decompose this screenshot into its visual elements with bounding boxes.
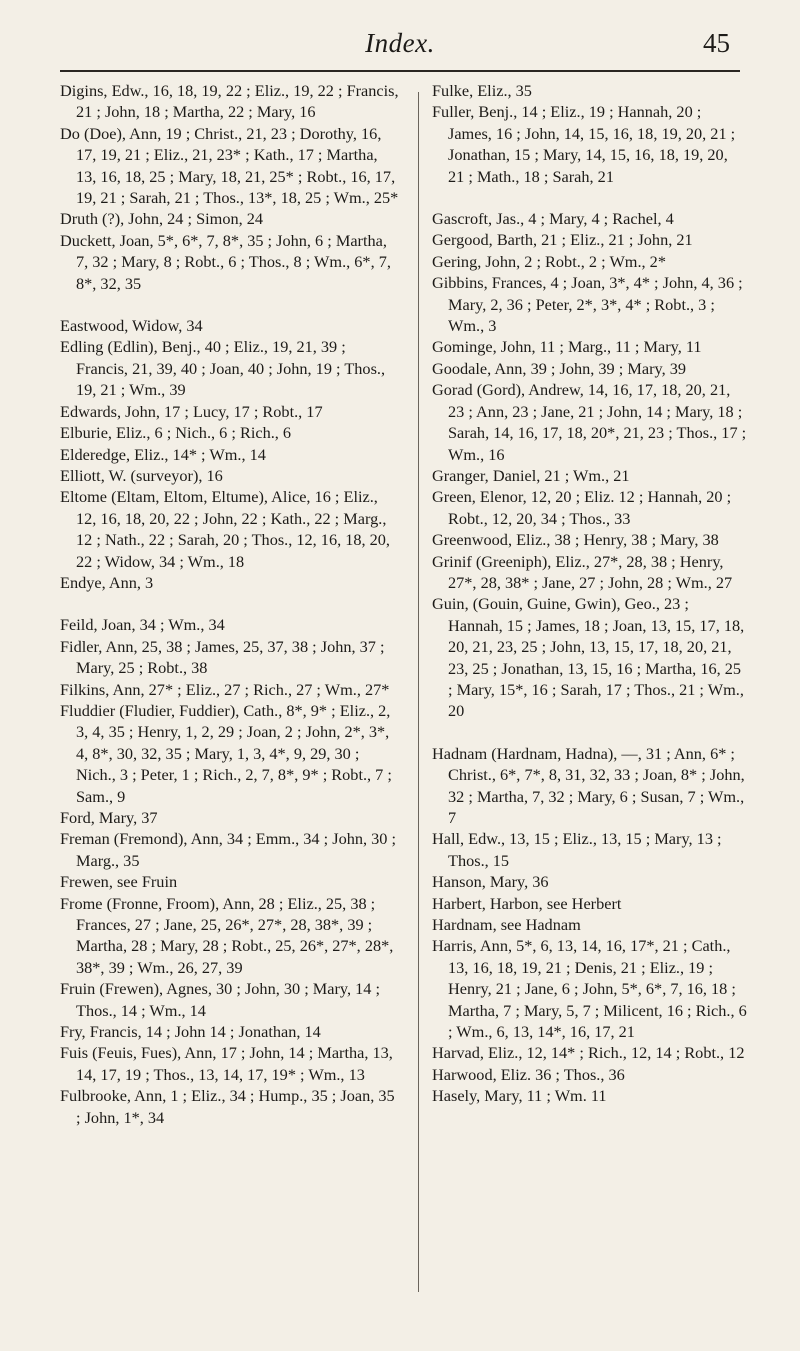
index-entry: Frewen, see Fruin — [60, 872, 178, 892]
index-entry: Gibbins, Frances, 4 ; Joan, 3*, 4* ; John, 4, 36 ; Mary, 2, 36 ; Peter, 2*, 3*, 4* ; Robt., 3 ; Wm., 3 — [432, 273, 743, 336]
index-entry: Elburie, Eliz., 6 ; Nich., 6 ; Rich., 6 — [60, 423, 292, 443]
index-entry: Fuller, Benj., 14 ; Eliz., 19 ; Hannah, 20 ; James, 16 ; John, 14, 15, 16, 18, 19, 20, 21 ; Jonathan, 15 ; Mary, 14, 15, 16, 18, 19, 20, 21 ; Math., 18 ; Sarah, 21 — [432, 102, 736, 186]
index-entry: Goodale, Ann, 39 ; John, 39 ; Mary, 39 — [432, 358, 686, 378]
index-entry: Hardnam, see Hadnam — [432, 915, 581, 935]
index-entry: Frome (Fronne, Froom), Ann, 28 ; Eliz., 25, 38 ; Frances, 27 ; Jane, 25, 26*, 27*, 28, 38*, 39 ; Martha, 28 ; Mary, 28 ; Robt., 25, 26*, 27*, 28*, 38*, 39 ; Wm., 26, 27, 39 — [60, 893, 394, 977]
index-entry: Greenwood, Eliz., 38 ; Henry, 38 ; Mary, 38 — [432, 530, 719, 550]
index-entry: Eltome (Eltam, Eltom, Eltume), Alice, 16 ; Eliz., 12, 16, 18, 20, 22 ; John, 22 ; Kath., 22 ; Marg., 12 ; Nath., 22 ; Sarah, 20 ; Thos., 12, 16, 18, 20, 22 ; Widow, 34 ; Wm., 18 — [60, 487, 391, 571]
index-entry: Guin, (Gouin, Guine, Gwin), Geo., 23 ; Hannah, 15 ; James, 18 ; Joan, 13, 15, 17, 18, 20, 21, 23, 25 ; John, 13, 15, 17, 18, 20, 21, 23, 25 ; Jonathan, 13, 15, 16 ; Martha, 16, 25 ; Mary, 15*, 16 ; Sarah, 17 ; Thos., 21 ; Wm., 20 — [432, 594, 745, 721]
index-entry: Fruin (Frewen), Agnes, 30 ; John, 30 ; Mary, 14 ; Thos., 14 ; Wm., 14 — [60, 979, 381, 1020]
index-column-left — [60, 80, 400, 1128]
index-entry: Edwards, John, 17 ; Lucy, 17 ; Robt., 17 — [60, 401, 323, 421]
index-entry: Gascroft, Jas., 4 ; Mary, 4 ; Rachel, 4 — [432, 209, 674, 229]
column-divider — [418, 92, 419, 1292]
index-entry: Edling (Edlin), Benj., 40 ; Eliz., 19, 21, 39 ; Francis, 21, 39, 40 ; Joan, 40 ; John, 19 ; Thos., 19, 21 ; Wm., 39 — [60, 337, 386, 400]
index-entry: Harwood, Eliz. 36 ; Thos., 36 — [432, 1064, 625, 1084]
index-entry: Hadnam (Hardnam, Hadna), —, 31 ; Ann, 6* ; Christ., 6*, 7*, 8, 31, 32, 33 ; Joan, 8* ; John, 32 ; Martha, 7, 32 ; Mary, 6 ; Susan, 7 ; Wm., 7 — [432, 743, 745, 827]
index-entry: Hasely, Mary, 11 ; Wm. 11 — [432, 1086, 607, 1106]
index-entry: Fry, Francis, 14 ; John 14 ; Jonathan, 14 — [60, 1022, 321, 1042]
index-entry: Fluddier (Fludier, Fuddier), Cath., 8*, 9* ; Eliz., 2, 3, 4, 35 ; Henry, 1, 2, 29 ; Joan, 2 ; John, 2*, 3*, 4, 8*, 30, 32, 35 ; Mary, 1, 3, 4*, 9, 29, 30 ; Nich., 3 ; Peter, 1 ; Rich., 2, 7, 8*, 9* ; Robt., 7 ; Sam., 9 — [60, 700, 392, 806]
index-entry: Elderedge, Eliz., 14* ; Wm., 14 — [60, 444, 266, 464]
index-entry: Digins, Edw., 16, 18, 19, 22 ; Eliz., 19, 22 ; Francis, 21 ; John, 18 ; Martha, 22 ; Mary, 16 — [60, 81, 399, 122]
index-entry: Hanson, Mary, 36 — [432, 872, 549, 892]
running-head — [60, 28, 740, 68]
header-rule — [60, 70, 740, 72]
index-entry: Ford, Mary, 37 — [60, 808, 158, 827]
index-entry: Hall, Edw., 13, 15 ; Eliz., 13, 15 ; Mary, 13 ; Thos., 15 — [432, 829, 722, 870]
index-entry: Fidler, Ann, 25, 38 ; James, 25, 37, 38 ; John, 37 ; Mary, 25 ; Robt., 38 — [60, 636, 385, 678]
index-entry: Harris, Ann, 5*, 6, 13, 14, 16, 17*, 21 ; Cath., 13, 16, 18, 19, 21 ; Denis, 21 ; Eliz., 19 ; Henry, 21 ; Jane, 6 ; John, 5*, 6*, 7, 16, 18 ; Martha, 7 ; Mary, 5, 7 ; Milicent, 16 ; Rich., 6 ; Wm., 6, 13, 14*, 16, 17, 21 — [432, 936, 747, 1042]
index-entry: Fuis (Feuis, Fues), Ann, 17 ; John, 14 ; Martha, 13, 14, 17, 19 ; Thos., 13, 14, 17, 19* ; Wm., 13 — [60, 1043, 393, 1084]
index-entry: Gergood, Barth, 21 ; Eliz., 21 ; John, 21 — [432, 230, 693, 250]
index-entry: Eastwood, Widow, 34 — [60, 316, 203, 336]
index-entry: Granger, Daniel, 21 ; Wm., 21 — [432, 465, 630, 485]
index-entry: Green, Elenor, 12, 20 ; Eliz. 12 ; Hannah, 20 ; Robt., 12, 20, 34 ; Thos., 33 — [432, 487, 732, 528]
index-entry: Duckett, Joan, 5*, 6*, 7, 8*, 35 ; John, 6 ; Martha, 7, 32 ; Mary, 8 ; Robt., 6 ; Thos., 8 ; Wm., 6*, 7, 8*, 32, 35 — [60, 230, 391, 293]
index-entry: Gominge, John, 11 ; Marg., 11 ; Mary, 11 — [432, 337, 702, 357]
index-entry: Harbert, Harbon, see Herbert — [432, 893, 622, 913]
page-number: 45 — [703, 28, 730, 58]
index-entry: Fulbrooke, Ann, 1 ; Eliz., 34 ; Hump., 35 ; Joan, 35 ; John, 1*, 34 — [60, 1086, 395, 1127]
index-entry: Filkins, Ann, 27* ; Eliz., 27 ; Rich., 27 ; Wm., 27* — [60, 679, 390, 699]
index-entry: Do (Doe), Ann, 19 ; Christ., 21, 23 ; Dorothy, 16, 17, 19, 21 ; Eliz., 21, 23* ; Kath., 17 ; Martha, 13, 16, 18, 25 ; Mary, 18, 21, 25* ; Robt., 16, 17, 19, 21 ; Sarah, 21 ; Thos., 13*, 18, 25 ; Wm., 25* — [60, 123, 399, 208]
index-entry: Gorad (Gord), Andrew, 14, 16, 17, 18, 20, 21, 23 ; Ann, 23 ; Jane, 21 ; John, 14 ; Mary, 18 ; Sarah, 14, 16, 17, 18, 20*, 21, 23 ; Thos., 17 ; Wm., 16 — [432, 380, 747, 464]
index-entry: Feild, Joan, 34 ; Wm., 34 — [60, 615, 225, 635]
index-entry: Druth (?), John, 24 ; Simon, 24 — [60, 209, 264, 229]
index-entry: Endye, Ann, 3 — [60, 572, 154, 592]
index-entry: Gering, John, 2 ; Robt., 2 ; Wm., 2* — [432, 251, 666, 271]
index-entry: Fulke, Eliz., 35 — [432, 81, 532, 100]
page-title: Index. — [365, 28, 435, 58]
index-entry: Freman (Fremond), Ann, 34 ; Emm., 34 ; John, 30 ; Marg., 35 — [60, 829, 397, 870]
index-column-right — [432, 80, 747, 1107]
index-entry: Grinif (Greeniph), Eliz., 27*, 28, 38 ; Henry, 27*, 28, 38* ; Jane, 27 ; John, 28 ; Wm., 27 — [432, 551, 733, 592]
index-entry: Harvad, Eliz., 12, 14* ; Rich., 12, 14 ; Robt., 12 — [432, 1043, 745, 1063]
index-entry: Elliott, W. (surveyor), 16 — [60, 465, 223, 485]
